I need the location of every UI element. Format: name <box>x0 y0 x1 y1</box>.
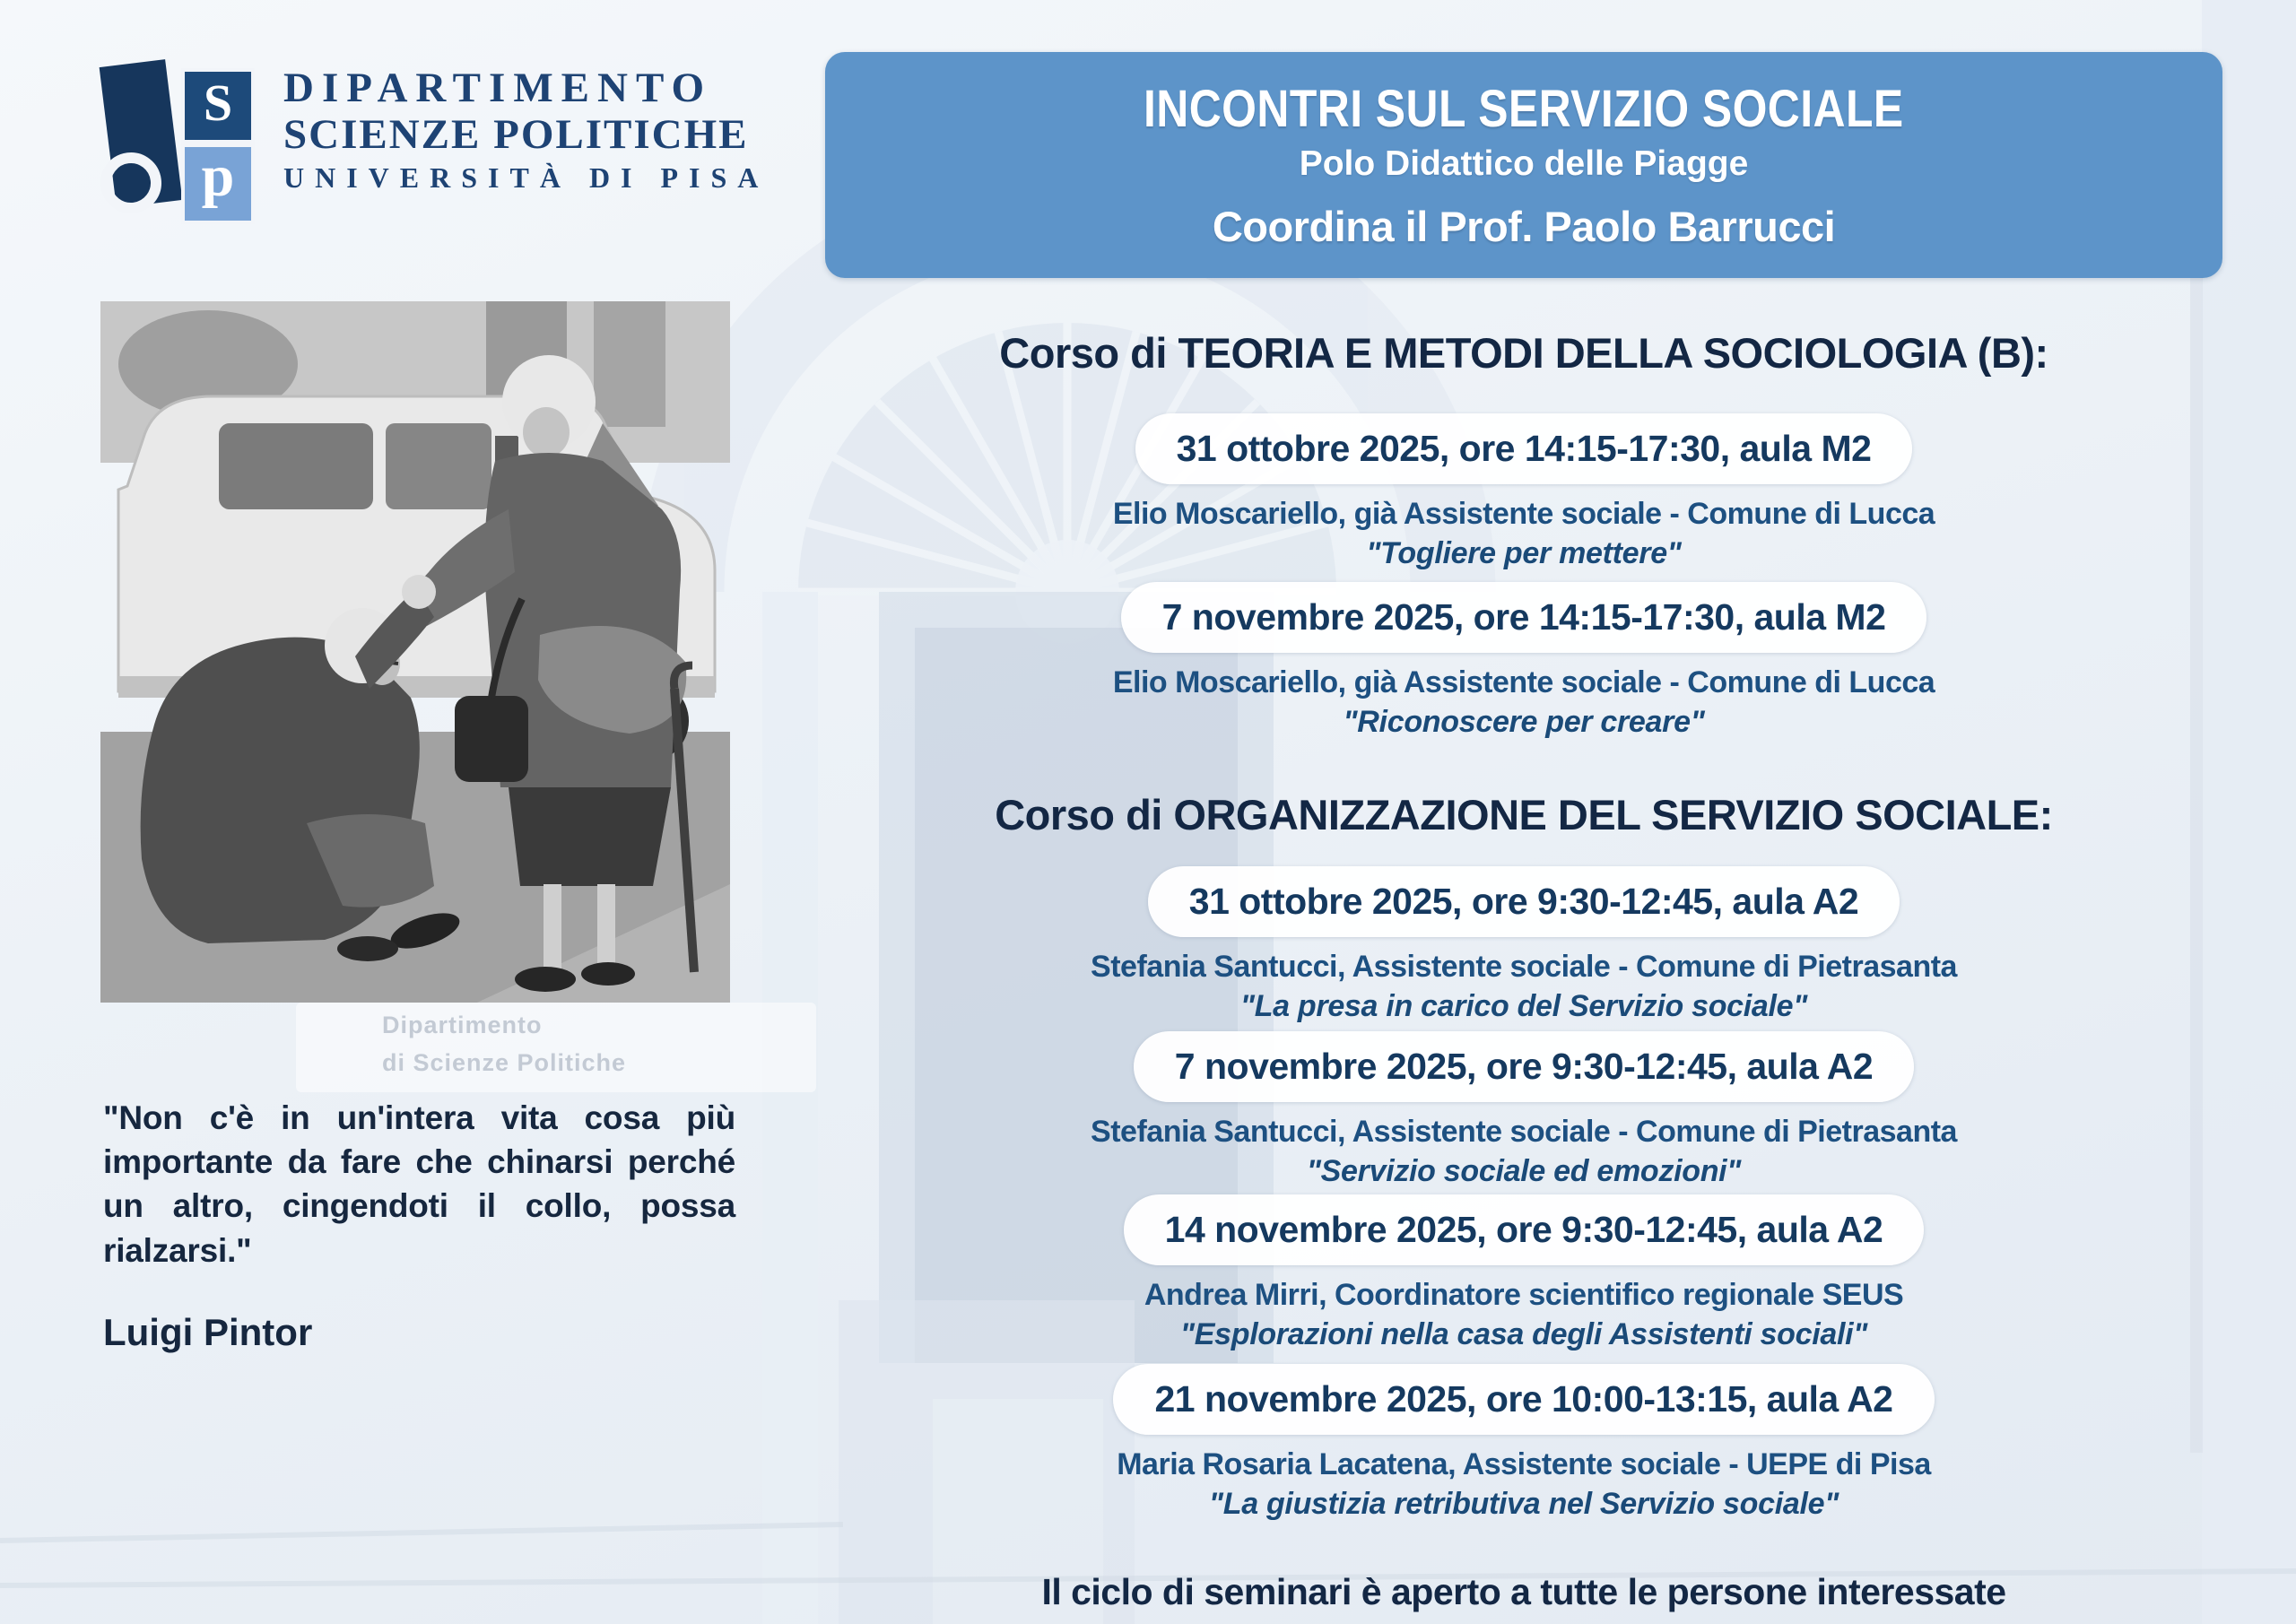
event-title: INCONTRI SUL SERVIZIO SOCIALE <box>1144 80 1904 138</box>
sign-line-1: Dipartimento <box>382 1012 543 1038</box>
event-venue: Polo Didattico delle Piagge <box>1299 144 1749 183</box>
quote-text: "Non c'è in un'intera vita cosa più importante da fare che chinarsi perché un altro, cingendoti il collo, possa rialzarsi." <box>103 1099 735 1269</box>
logo-line-dipartimento: DIPARTIMENTO <box>283 65 713 111</box>
session-speaker: Maria Rosaria Lacatena, Assistente sociale - UEPE di Pisa <box>1117 1447 1931 1481</box>
session-date-pill: 31 ottobre 2025, ore 9:30-12:45, aula A2 <box>1148 866 1900 937</box>
dsp-logo-icon <box>106 59 258 213</box>
session-speaker: Elio Moscariello, già Assistente sociale - Comune di Lucca <box>1112 497 1935 531</box>
session-date-pill: 7 novembre 2025, ore 14:15-17:30, aula M2 <box>1121 582 1927 653</box>
event-header-banner <box>825 52 2222 278</box>
session-topic: "Togliere per mettere" <box>1366 536 1682 570</box>
session-date-pill: 7 novembre 2025, ore 9:30-12:45, aula A2 <box>1134 1031 1914 1102</box>
session-speaker: Andrea Mirri, Coordinatore scientifico regionale SEUS <box>1144 1278 1904 1312</box>
session-speaker: Stefania Santucci, Assistente sociale - Comune di Pietrasanta <box>1091 950 1957 984</box>
logo-wordmark <box>283 65 769 197</box>
session-date-pill: 21 novembre 2025, ore 10:00-13:15, aula A2 <box>1113 1364 1934 1435</box>
session-row <box>825 1194 2222 1265</box>
photo-clasped-hands <box>402 575 436 609</box>
background-department-sign <box>296 1003 816 1092</box>
session-row <box>825 1031 2222 1102</box>
section-heading-organizzazione: Corso di ORGANIZZAZIONE DEL SERVIZIO SOCIALE: <box>995 791 2053 838</box>
session-row <box>825 866 2222 937</box>
session-speaker: Stefania Santucci, Assistente sociale - Comune di Pietrasanta <box>1091 1115 1957 1149</box>
department-logo <box>106 56 770 217</box>
session-topic: "Servizio sociale ed emozioni" <box>1306 1154 1742 1188</box>
seminar-schedule <box>825 316 2222 1613</box>
session-topic: "La giustizia retributiva nel Servizio sociale" <box>1208 1487 1839 1521</box>
session-row <box>825 582 2222 653</box>
session-topic: "La presa in carico del Servizio sociale" <box>1239 989 1808 1023</box>
sign-line-2: di Scienze Politiche <box>382 1049 627 1076</box>
section-heading-teoria-metodi: Corso di TEORIA E METODI DELLA SOCIOLOGIA (B): <box>999 329 2048 377</box>
session-date-pill: 14 novembre 2025, ore 9:30-12:45, aula A2 <box>1124 1194 1925 1265</box>
logo-line-scienze-politiche: SCIENZE POLITICHE <box>283 111 749 158</box>
session-date-pill: 31 ottobre 2025, ore 14:15-17:30, aula M2 <box>1135 413 1913 484</box>
logo-tile-p: p <box>181 143 255 224</box>
session-speaker: Elio Moscariello, già Assistente sociale - Comune di Lucca <box>1112 665 1935 699</box>
session-row <box>825 1364 2222 1435</box>
event-coordinator: Coordina il Prof. Paolo Barrucci <box>1212 203 1836 250</box>
bw-photo-elderly-couple <box>100 301 730 1003</box>
logo-tile-s: S <box>181 68 255 143</box>
session-topic: "Esplorazioni nella casa degli Assistenti sociali" <box>1179 1317 1868 1351</box>
session-topic: "Riconoscere per creare" <box>1343 705 1705 739</box>
session-row <box>825 413 2222 484</box>
quote-author: Luigi Pintor <box>103 1311 313 1353</box>
logo-line-universita-di-pisa: UNIVERSITÀ DI PISA <box>283 161 770 194</box>
open-to-public-note: Il ciclo di seminari è aperto a tutte le persone interessate <box>1041 1571 2006 1612</box>
